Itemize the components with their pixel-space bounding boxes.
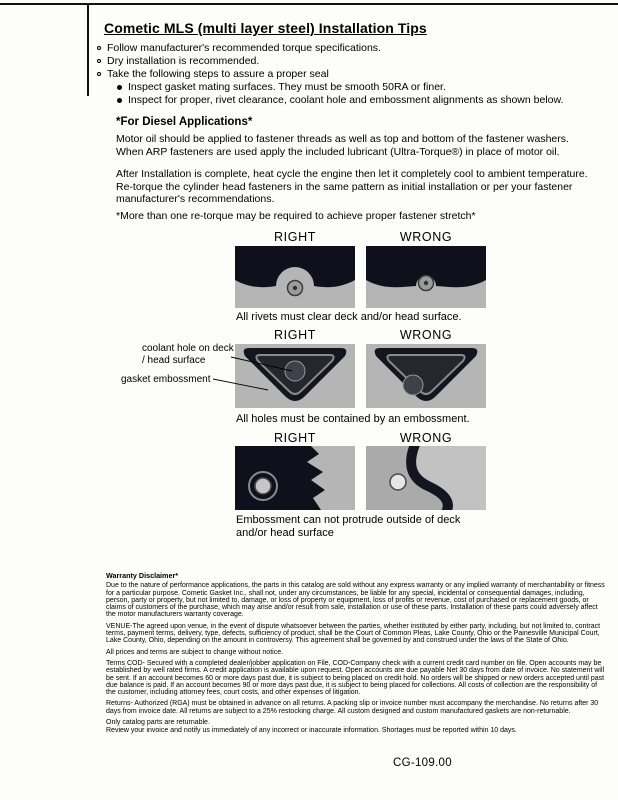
diesel-heading: *For Diesel Applications*: [116, 116, 253, 128]
fig2-right-label: RIGHT: [274, 328, 316, 342]
fig1-wrong-label: WRONG: [399, 230, 453, 244]
fig3-wrong-image: [366, 446, 486, 510]
fig2-wrong-label: WRONG: [399, 328, 453, 342]
filled-bullet-icon: [117, 98, 122, 103]
fig3-caption: Embossment can not protrude outside of deck and/or head surface: [236, 514, 461, 539]
tip-text: Take the following steps to assure a proper seal: [107, 68, 329, 80]
fig3-wrong-label: WRONG: [399, 431, 453, 445]
warranty-paragraph: All prices and terms are subject to change without notice.: [106, 648, 284, 656]
open-bullet-icon: [97, 46, 101, 50]
filled-bullet-icon: [117, 85, 122, 90]
open-bullet-icon: [97, 72, 101, 76]
top-border-rule: [0, 3, 618, 5]
gasket-embossment-callout: gasket embossment: [121, 374, 211, 385]
tip-item: [97, 42, 381, 55]
warranty-paragraph: Terms COD- Secured with a completed dealer/jobber application on File, COD-Company check with a current credit card number on file. Open accounts may be established by well rated firms. A credit application is available upon request. Open accounts are due payable Net 30 days from date of invoice. No statement will be sent. If an account becomes 60 or more days past due, it is subject to being placed on credit hold. No orders will be shipped or new orders accepted until past due balance is paid. If an account becomes 90 or more days past due, it is subject to being placed for collections. All costs of collection are the responsibility of the customer, including attorney fees, court costs, and other expenses of litigation.: [106, 659, 605, 697]
fig3-right-label: RIGHT: [274, 431, 316, 445]
fig1-right-label: RIGHT: [274, 230, 316, 244]
warranty-section: [106, 572, 608, 739]
warranty-paragraph: Review your invoice and notify us immediately of any incorrect or inaccurate information. Shortages must be reported within 10 days.: [106, 727, 517, 735]
tip-text: Dry installation is recommended.: [107, 55, 260, 67]
fig2-right-image: [235, 344, 355, 408]
retorque-note: *More than one re-torque may be required to achieve proper fastener stretch*: [116, 210, 476, 222]
page-code: CG-109.00: [393, 757, 452, 769]
tip-text: Inspect for proper, rivet clearance, coolant hole and embossment alignments as shown below.: [128, 94, 564, 106]
warranty-paragraph: Only catalog parts are returnable.: [106, 719, 210, 727]
warranty-heading: Warranty Disclaimer*: [106, 571, 179, 580]
tip-subitem: [117, 94, 563, 107]
tip-subitem: [117, 81, 446, 94]
fig1-right-image: [235, 246, 355, 308]
tip-text: Inspect gasket mating surfaces. They must be smooth 50RA or finer.: [128, 81, 446, 93]
tip-item: [97, 68, 329, 81]
coolant-hole-callout: coolant hole on deck / head surface: [142, 343, 234, 366]
diesel-paragraph-2: After Installation is complete, heat cycle the engine then let it completely cool to ambient temperature. Re-torque the cylinder head fasteners in the same pattern as initial installation or per your fastener manufacturer's recommendations.: [116, 168, 588, 205]
page-title: Cometic MLS (multi layer steel) Installation Tips: [104, 20, 427, 36]
diesel-paragraph-1: Motor oil should be applied to fastener threads as well as top and bottom of the fastener washers. When ARP fasteners are used apply the included lubricant (Ultra-Torque®) in place of motor oil.: [116, 133, 569, 158]
tip-text: Follow manufacturer's recommended torque specifications.: [107, 42, 381, 54]
fig2-caption: All holes must be contained by an embossment.: [236, 413, 470, 425]
tip-item: [97, 55, 259, 68]
warranty-paragraph: VENUE-The agreed upon venue, in the event of dispute whatsoever between the parties, whether instituted by either party, including, but not limited to, contract terms, payment terms, delivery, type, defects, sufficiency of product, shall be the Court of Common Pleas, Lake County, Ohio or the Painesville Municipal Court, Lake County, Ohio, depending on the amount in controversy. This agreement shall be governed by and construed under the laws of the State of Ohio.: [106, 622, 601, 645]
fig1-wrong-image: [366, 246, 486, 308]
left-border-rule: [87, 3, 89, 96]
open-bullet-icon: [97, 59, 101, 63]
fig3-right-image: [235, 446, 355, 510]
warranty-paragraph: Due to the nature of performance applications, the parts in this catalog are sold without any express warranty or any implied warranty of merchantability or fitness for a particular purpose. Cometic Gasket Inc., shall not, under any circumstances, be liable for any special, incidental or consequential damages, including, person, party or property, but not limited to, damage, or loss of property or equipment, loss of profits or revenue, cost of purchased or replacement goods, or claims of customers of the purchase, which may arise and/or result from sale, installation or use of these parts. Installation of these parts could adversely affect the motor manufacturers warranty coverage.: [106, 582, 605, 619]
fig2-wrong-image: [366, 344, 486, 408]
fig1-caption: All rivets must clear deck and/or head surface.: [236, 311, 462, 323]
warranty-paragraph: Returns- Authorized (RGA) must be obtained in advance on all returns. A packing slip or invoice number must accompany the merchandise. No returns after 30 days from invoice date. All returns are subject to a 25% restocking charge. All custom designed and custom manufactured gaskets are non-returnable.: [106, 700, 599, 715]
